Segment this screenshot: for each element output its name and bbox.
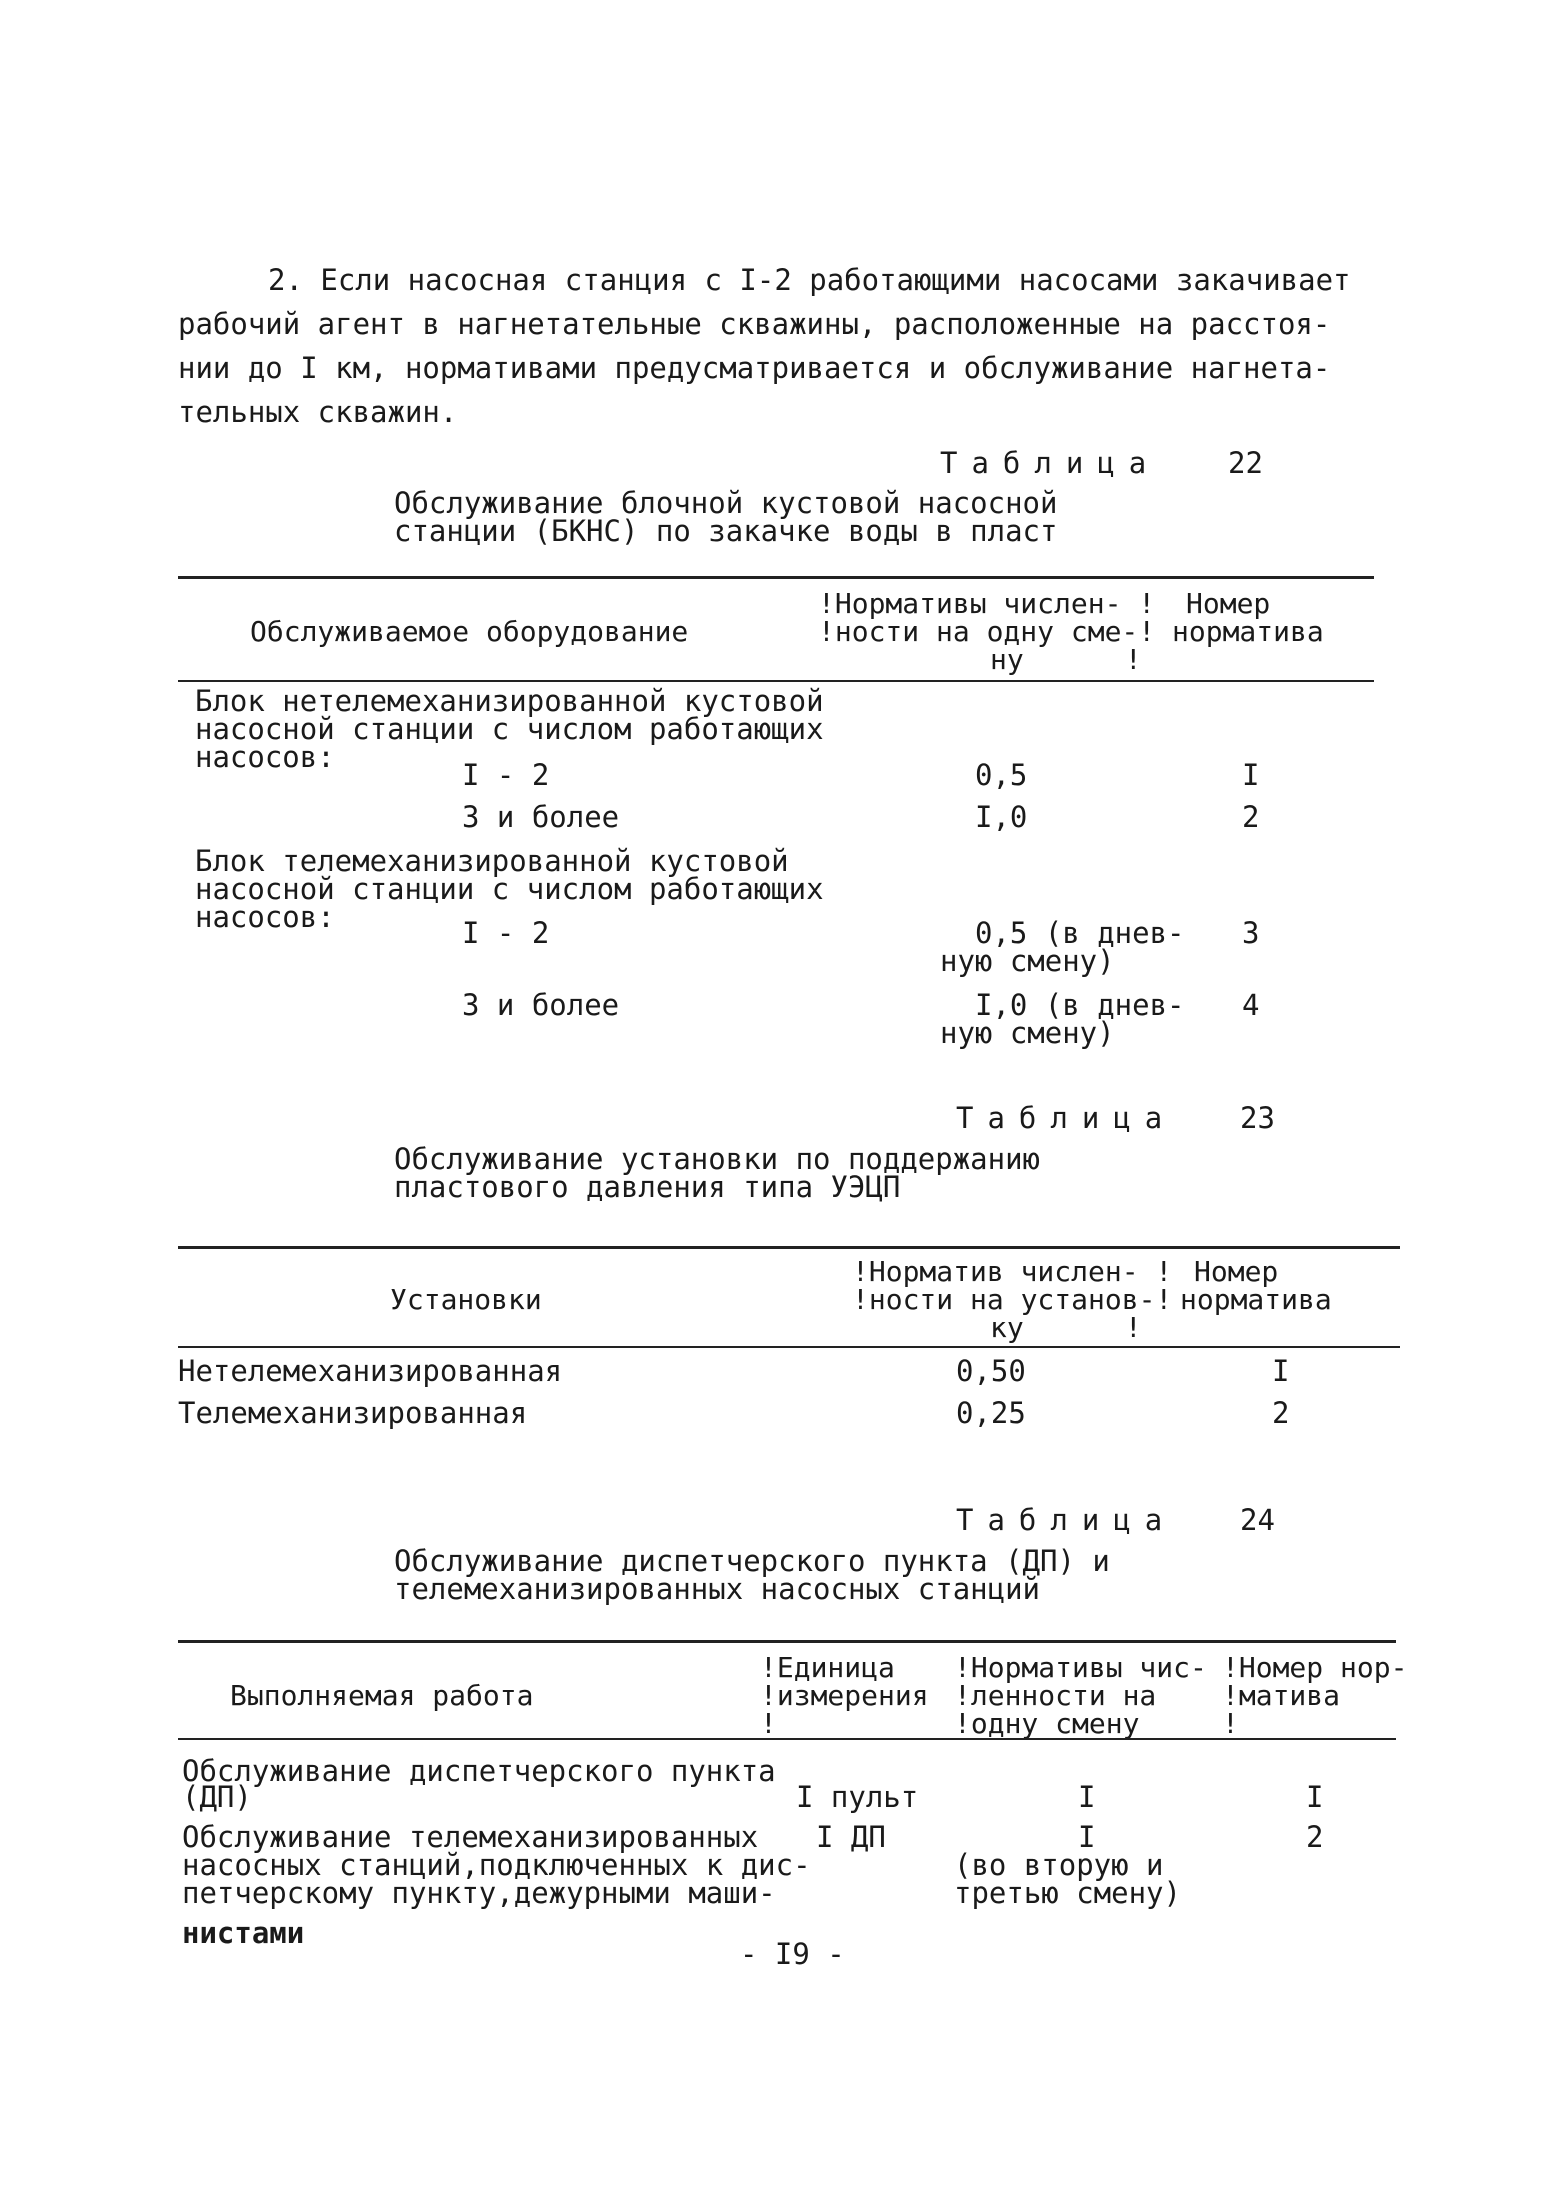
table-22-row-count: 3 и более	[462, 988, 620, 1022]
table-24-row-unit: I ДП	[816, 1820, 886, 1854]
table-24-header-rule	[178, 1738, 1396, 1740]
table-24-row-work: нистами	[182, 1916, 305, 1950]
table-24-row-norm: I	[1078, 1780, 1096, 1814]
table-23-top-rule	[178, 1246, 1400, 1249]
intro-line: рабочий агент в нагнетательные скважины, расположенные на расстоя-	[178, 307, 1331, 341]
table-22-group-title: насосов:	[195, 900, 335, 934]
table-22-row-number: 2	[1242, 800, 1260, 834]
table-24-caption-line: Обслуживание диспетчерского пункта (ДП) и	[394, 1544, 1110, 1578]
table-22-caption-line: станции (БКНС) по закачке воды в пласт	[394, 514, 1058, 548]
table-24-number: 24	[1240, 1503, 1275, 1537]
table-23-row-number: I	[1272, 1354, 1290, 1388]
table-24-header-unit: !Единица	[760, 1651, 895, 1684]
table-22-header-norms: ну !	[990, 643, 1142, 676]
table-23-row-norm: 0,25	[956, 1396, 1026, 1430]
table-24-row-work: (ДП)	[182, 1780, 252, 1814]
table-22-header-rule	[178, 680, 1374, 682]
table-22-row-count: I - 2	[462, 758, 550, 792]
table-23-number: 23	[1240, 1101, 1275, 1135]
table-22-group-title: Блок телемеханизированной кустовой	[195, 844, 789, 878]
intro-line: тельных скважин.	[178, 395, 458, 429]
table-22-header-number: Номер	[1186, 587, 1271, 620]
table-22-label: Таблица	[940, 446, 1161, 480]
table-24-row-norm: I	[1078, 1820, 1096, 1854]
table-23-header-norms: !Норматив числен- !	[852, 1255, 1173, 1288]
table-22-row-norm: 0,5	[975, 758, 1028, 792]
table-24-header-work: Выполняемая работа	[230, 1679, 534, 1712]
table-22-row-norm: I,0 (в днев-	[975, 988, 1185, 1022]
table-22-top-rule	[178, 576, 1374, 579]
table-23-header-number: норматива	[1180, 1283, 1332, 1316]
table-24-row-number: I	[1306, 1780, 1324, 1814]
table-22-header-norms: !Нормативы числен- !	[818, 587, 1156, 620]
table-23-header-number: Номер	[1194, 1255, 1279, 1288]
table-22-row-norm: 0,5 (в днев-	[975, 916, 1185, 950]
table-24-header-number: !	[1222, 1707, 1239, 1740]
table-22-row-number: 4	[1242, 988, 1260, 1022]
table-22-row-norm: ную смену)	[940, 944, 1115, 978]
table-24-header-number: !матива	[1222, 1679, 1341, 1712]
table-24-row-work: петчерскому пункту,дежурными маши-	[182, 1876, 776, 1910]
table-22-row-norm: ную смену)	[940, 1016, 1115, 1050]
table-24-label: Таблица	[956, 1503, 1177, 1537]
table-24-row-norm: третью смену)	[954, 1876, 1181, 1910]
table-24-top-rule	[178, 1640, 1396, 1643]
table-22-header-norms: !ности на одну сме-!	[818, 615, 1156, 648]
table-22-header-equipment: Обслуживаемое оборудование	[250, 615, 689, 648]
intro-paragraph	[178, 258, 1378, 434]
table-22-row-count: I - 2	[462, 916, 550, 950]
table-23-caption-line: Обслуживание установки по поддержанию	[394, 1142, 1041, 1176]
table-22-number: 22	[1228, 446, 1263, 480]
table-24-row-work: Обслуживание телемеханизированных	[182, 1820, 759, 1854]
table-24-header-unit: !измерения	[760, 1679, 929, 1712]
table-23-row-number: 2	[1272, 1396, 1290, 1430]
table-22-caption-line: Обслуживание блочной кустовой насосной	[394, 486, 1058, 520]
table-22-row-count: 3 и более	[462, 800, 620, 834]
table-22-group-title: Блок нетелемеханизированной кустовой	[195, 684, 824, 718]
table-23-row-name: Телемеханизированная	[178, 1396, 528, 1430]
table-23-label: Таблица	[956, 1101, 1177, 1135]
table-24-caption-line: телемеханизированных насосных станций	[394, 1572, 1041, 1606]
table-24-header-unit: !	[760, 1707, 777, 1740]
intro-line: 2. Если насосная станция с I-2 работающими насосами закачивает	[268, 263, 1351, 297]
table-22-row-number: I	[1242, 758, 1260, 792]
table-22-row-number: 3	[1242, 916, 1260, 950]
table-24-header-norms: !Нормативы чис-	[954, 1651, 1207, 1684]
table-24-header-norms: !одну смену	[954, 1707, 1140, 1740]
table-23-header-norms: ку !	[990, 1311, 1142, 1344]
table-24-row-number: 2	[1306, 1820, 1324, 1854]
table-24-header-number: !Номер нор-	[1222, 1651, 1408, 1684]
table-24-row-work: Обслуживание диспетчерского пункта	[182, 1754, 776, 1788]
table-24-header-norms: !ленности на	[954, 1679, 1157, 1712]
table-23-caption-line: пластового давления типа УЭЦП	[394, 1170, 901, 1204]
table-24-row-work: насосных станций,подключенных к дис-	[182, 1848, 811, 1882]
intro-line: нии до I км, нормативами предусматривается и обслуживание нагнета-	[178, 351, 1331, 385]
table-22-row-norm: I,0	[975, 800, 1028, 834]
table-22-group-title: насосов:	[195, 740, 335, 774]
page-number: - I9 -	[740, 1937, 845, 1971]
table-24-row-norm: (во вторую и	[954, 1848, 1164, 1882]
table-23-header-rule	[178, 1346, 1400, 1348]
table-23-header-norms: !ности на установ-!	[852, 1283, 1173, 1316]
table-22-header-number: норматива	[1172, 615, 1324, 648]
table-23-row-name: Нетелемеханизированная	[178, 1354, 563, 1388]
table-23-row-norm: 0,50	[956, 1354, 1026, 1388]
table-24-row-unit: I пульт	[796, 1780, 919, 1814]
table-23-header-installations: Установки	[390, 1283, 542, 1316]
table-22-group-title: насосной станции с числом работающих	[195, 872, 824, 906]
table-22-group-title: насосной станции с числом работающих	[195, 712, 824, 746]
